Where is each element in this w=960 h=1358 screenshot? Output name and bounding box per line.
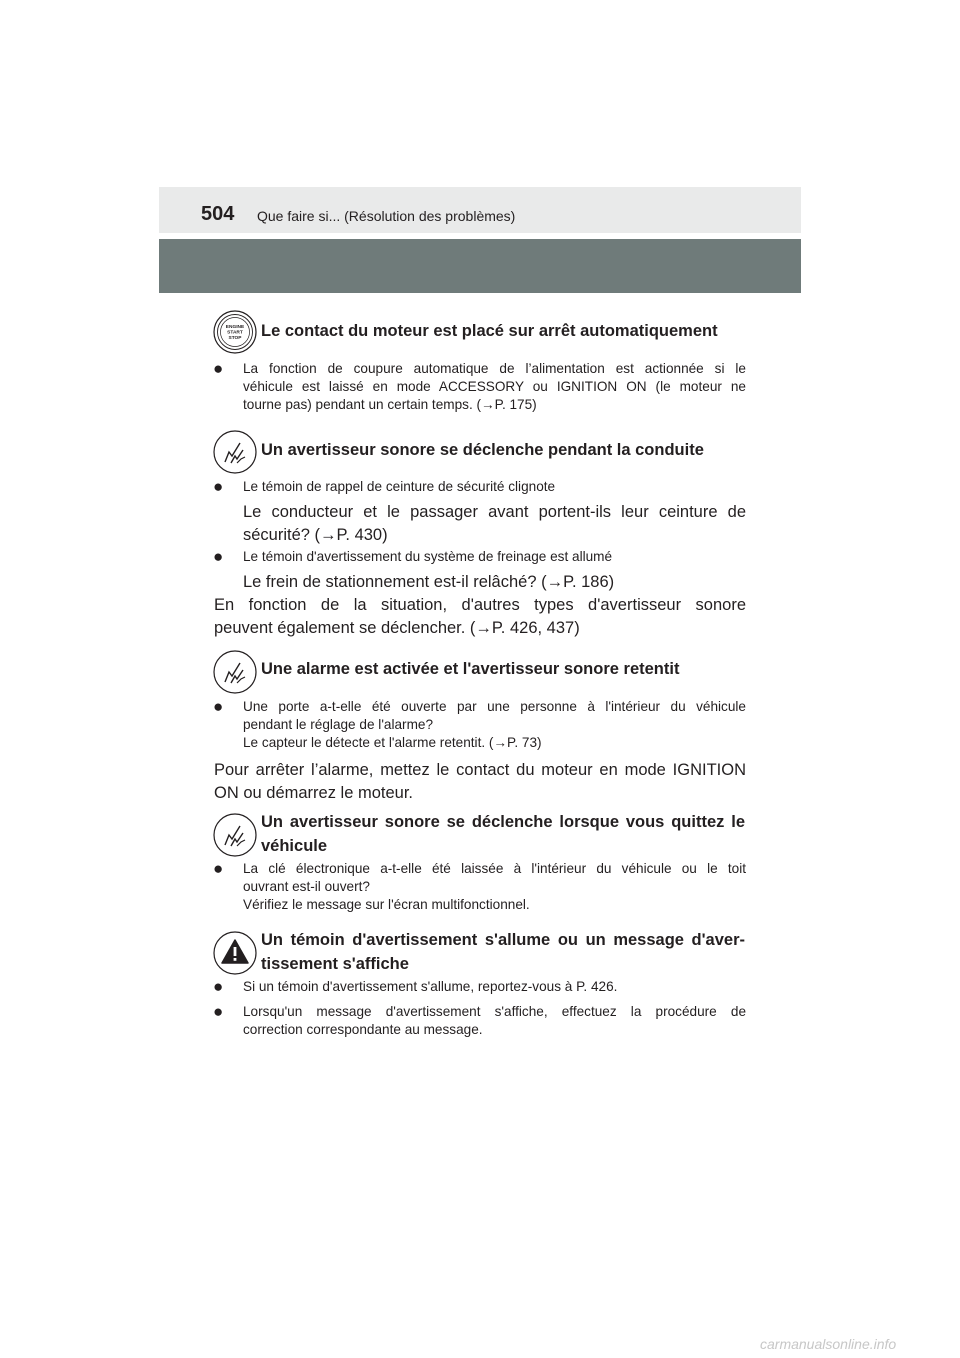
bullet-text-leaving: La clé électronique a-t-elle été laissée à l'intérieur du véhicule ou le toit ouvrant est-il ouvert? Vérifiez le message sur l'écran multifonctionnel. (243, 861, 746, 912)
section-heading-leaving-buzzer: Un avertisseur sonore se déclenche lorsque vous quittez le véhicule (261, 813, 745, 855)
bullet-text-warning-light: Si un témoin d'avertissement s'allume, reportez-vous à P. 426. (243, 979, 618, 994)
engine-start-stop-icon (213, 310, 257, 354)
svg-text:ENGINE: ENGINE (225, 325, 245, 330)
bullet: ● (213, 977, 224, 996)
buzzer-sound-icon (213, 430, 257, 474)
answer-brake: Le frein de stationnement est-il relâché? (→P. 186) (243, 573, 615, 591)
section-heading-warning: Un témoin d'avertissement s'allume ou un message d'aver- tissement s'affiche (261, 931, 745, 973)
bullet-text-auto-off: La fonction de coupure automatique de l’alimentation est actionnée si le véhicule est laissé en mode ACCESSORY ou IGNITION ON (le moteur ne tourne pas) pendant un certain temps. (→P. 175) (243, 361, 746, 412)
section-heading-auto-off: Le contact du moteur est placé sur arrêt automatiquement (261, 322, 718, 340)
bullet: ● (213, 359, 224, 378)
warning-triangle-icon (213, 931, 257, 975)
answer-seatbelt: Le conducteur et le passager avant portent-ils leur ceinture de sécurité? (→P. 430) (243, 503, 746, 544)
svg-text:START: START (227, 330, 243, 336)
bullet: ● (213, 547, 224, 566)
bullet-text-brake: Le témoin d'avertissement du système de freinage est allumé (243, 549, 613, 564)
bullet: ● (213, 1002, 224, 1021)
section-heading-driving-buzzer: Un avertisseur sonore se déclenche pendant la conduite (261, 441, 704, 459)
watermark: carmanualsonline.info (760, 1336, 897, 1352)
section-bar (159, 239, 801, 293)
bullet: ● (213, 697, 224, 716)
buzzer-sound-icon (213, 813, 257, 857)
bullet-text-warning-message: Lorsqu'un message d'avertissement s'affiche, effectuez la procédure de correction correspondante au message. (243, 1004, 746, 1037)
page-number: 504 (201, 203, 235, 225)
bullet: ● (213, 859, 224, 878)
note-other-buzzers: En fonction de la situation, d'autres types d'avertisseur sonore peuvent également se déclencher. (→P. 426, 437) (214, 596, 746, 637)
svg-text:STOP: STOP (228, 336, 242, 341)
section-heading-alarm: Une alarme est activée et l'avertisseur sonore retentit (261, 660, 680, 678)
chapter-title: Que faire si... (Résolution des problèmes) (257, 208, 516, 224)
note-stop-alarm: Pour arrêter l’alarme, mettez le contact du moteur en mode IGNITION ON ou démarrez le moteur. (214, 761, 746, 802)
bullet-text-alarm: Une porte a-t-elle été ouverte par une personne à l'intérieur du véhicule pendant le réglage de l'alarme? Le capteur le détecte et l'alarme retentit. (→P. 73) (243, 699, 746, 750)
bullet-text-seatbelt: Le témoin de rappel de ceinture de sécurité clignote (243, 479, 556, 494)
bullet: ● (213, 477, 224, 496)
buzzer-sound-icon (213, 650, 257, 694)
